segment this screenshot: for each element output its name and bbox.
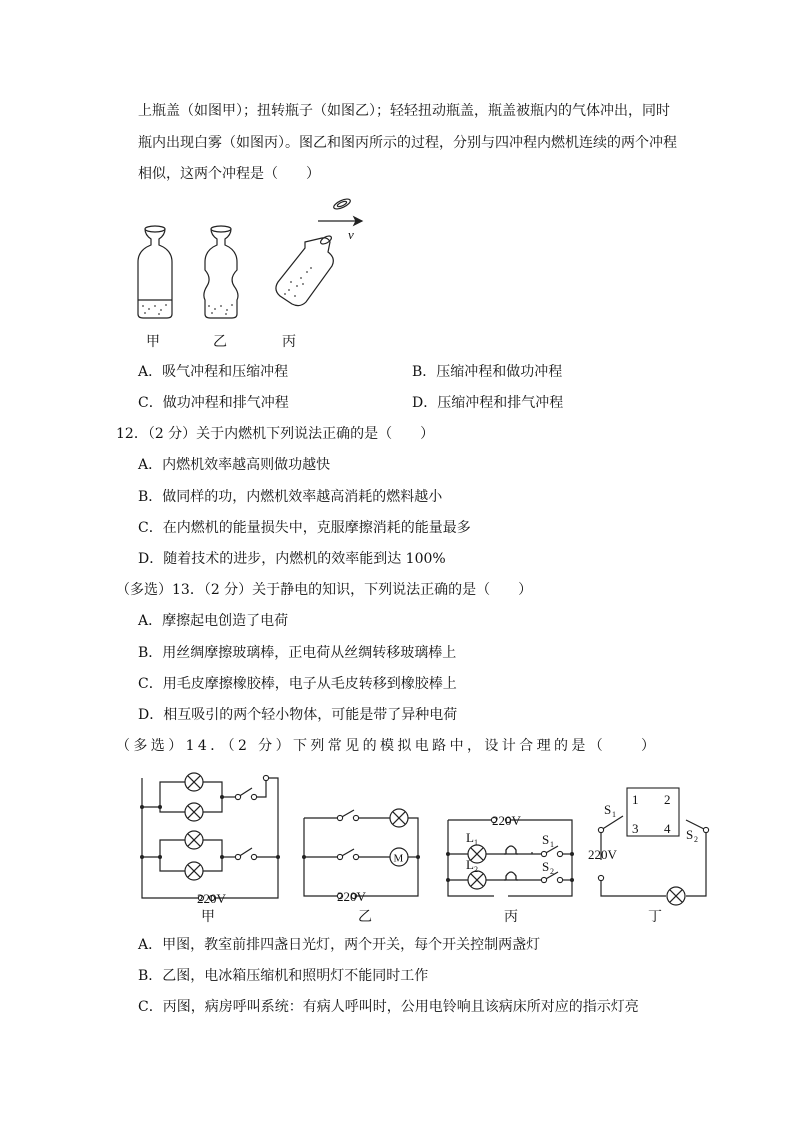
circuit-diagrams [130,760,710,930]
label-S2-bing: S [542,859,550,874]
q13-option-a[interactable]: A．摩擦起电创造了电荷 [138,613,289,629]
q12-stem: 12．（2 分）关于内燃机下列说法正确的是（ ） [116,426,435,442]
label-S2-ding-sub: 2 [694,835,698,844]
fig-label-bing: 丙 [282,334,296,350]
motor-label: M [393,852,404,865]
bottle-figures [130,190,370,320]
label-L1-sub: 1 [474,838,478,847]
label-L1: L [466,830,474,845]
q13-option-b[interactable]: B．用丝绸摩擦玻璃棒，正电荷从丝绸转移玻璃棒上 [138,645,457,661]
q13-option-d[interactable]: D．相互吸引的两个轻小物体，可能是带了异种电荷 [138,707,458,723]
q12-option-b[interactable]: B．做同样的功，内燃机效率越高消耗的燃料越小 [138,489,443,505]
label-S1-ding-sub: 1 [612,810,616,819]
bottle-yi [204,226,238,318]
q11-option-b[interactable]: B．压缩冲程和做功冲程 [412,364,563,380]
fig-label-yi: 乙 [213,334,227,350]
label-S1-ding: S [604,802,612,817]
label-S2-bing-sub: 2 [550,867,554,876]
q14-option-c[interactable]: C．丙图，病房呼叫系统：有病人呼叫时，公用电铃响且该病床所对应的指示灯亮 [138,999,639,1015]
q14-stem: （多选）14．（2 分）下列常见的模拟电路中，设计合理的是（ ） [116,738,659,754]
circuit-ding [601,788,706,896]
q11-option-d[interactable]: D．压缩冲程和排气冲程 [412,395,564,411]
velocity-label: v [348,227,354,242]
q13-option-c[interactable]: C．用毛皮摩擦橡胶棒，电子从毛皮转移到橡胶棒上 [138,676,457,692]
q13-stem: （多选）13．（2 分）关于静电的知识，下列说法正确的是（ ） [116,582,533,598]
circuit-label-yi: 乙 [358,909,372,925]
label-L2-sub: 2 [474,865,478,874]
label-220v-ding: 220V [588,847,617,862]
label-S2-ding: S [686,827,694,842]
q11-option-a[interactable]: A．吸气冲程和压缩冲程 [138,364,289,380]
label-L2: L [466,857,474,872]
q12-option-c[interactable]: C．在内燃机的能量损失中，克服摩擦消耗的能量最多 [138,520,471,536]
circuit-label-jia: 甲 [201,909,215,925]
bottle-bing [276,197,362,306]
label-220v-jia: 220V [197,891,226,906]
label-S1-bing: S [542,832,550,847]
fig-label-jia: 甲 [146,334,160,350]
q12-option-a[interactable]: A．内燃机效率越高则做功越快 [138,457,331,473]
label-S1-bing-sub: 1 [550,840,554,849]
label-n2: 2 [664,792,671,807]
label-n4: 4 [664,821,671,836]
label-n1: 1 [632,792,639,807]
q14-option-a[interactable]: A．甲图，教室前排四盏日光灯，两个开关，每个开关控制两盏灯 [138,937,541,953]
bottle-jia [138,226,172,318]
circuit-label-ding: 丁 [648,909,662,925]
label-220v-yi: 220V [337,889,366,904]
circuit-label-bing: 丙 [504,909,518,925]
q11-text-line2: 瓶内出现白雾（如图丙）。图乙和图丙所示的过程，分别与四冲程内燃机连续的两个冲程 [138,135,677,151]
q11-option-c[interactable]: C．做功冲程和排气冲程 [138,395,289,411]
q12-option-d[interactable]: D．随着技术的进步，内燃机的效率能到达 100% [138,551,446,567]
label-220v-bing: 220V [492,813,521,828]
flying-cap [332,197,351,211]
q14-option-b[interactable]: B．乙图，电冰箱压缩机和照明灯不能同时工作 [138,968,429,984]
q11-text-line3: 相似，这两个冲程是（ ） [138,166,320,182]
label-n3: 3 [632,821,639,836]
q11-text-line1: 上瓶盖（如图甲）；扭转瓶子（如图乙）；轻轻扭动瓶盖，瓶盖被瓶内的气体冲出，同时 [138,103,670,119]
circuit-jia [142,778,278,898]
